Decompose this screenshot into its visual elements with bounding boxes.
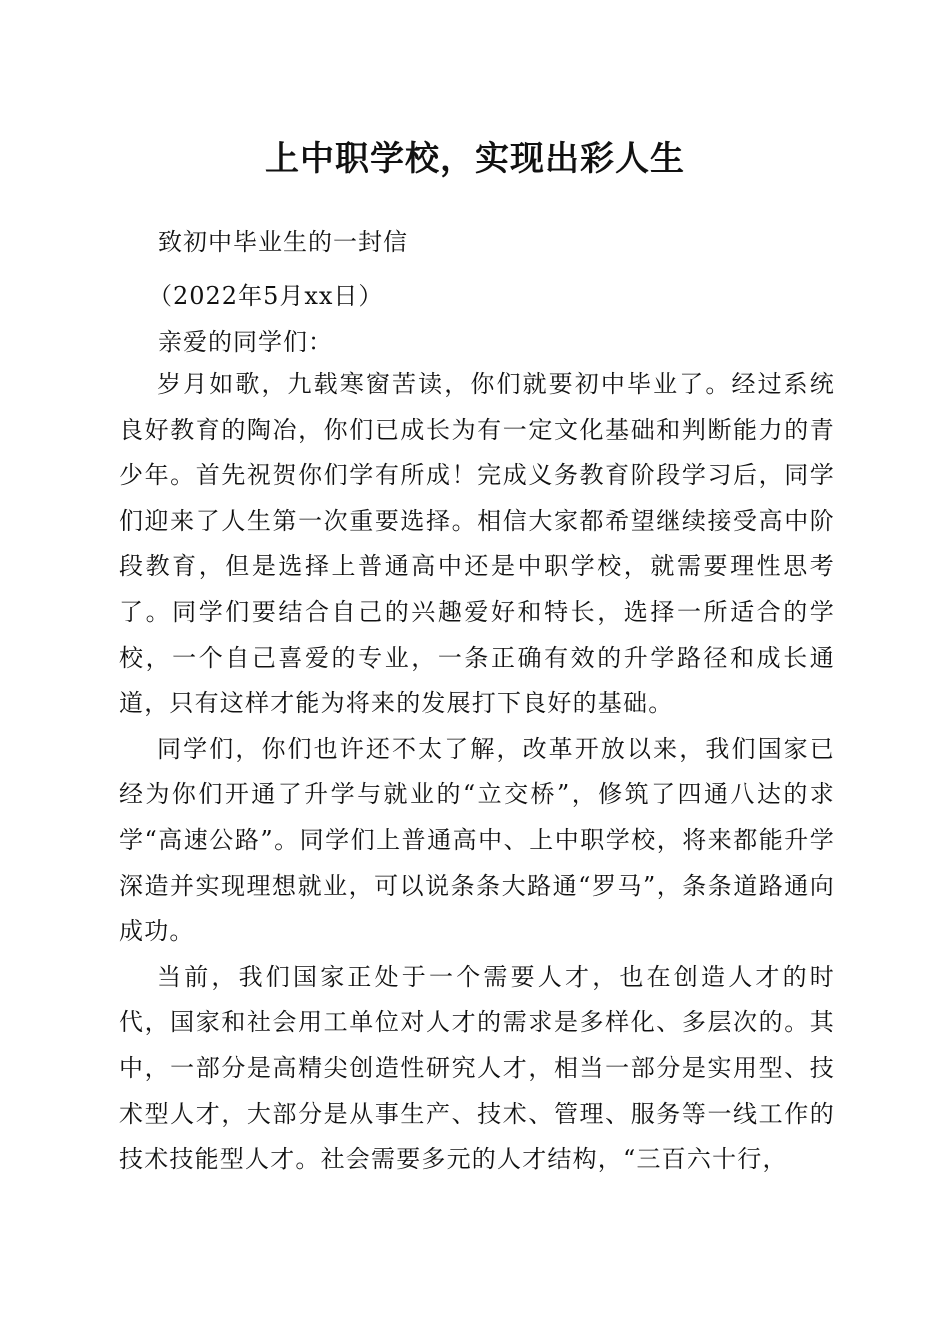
letter-body [119, 362, 835, 1183]
letter-salutation: 亲爱的同学们： [158, 328, 333, 356]
body-paragraph-3: 当前，我们国家正处于一个需要人才，也在创造人才的时代，国家和社会用工单位对人才的需求是多样化、多层次的。其中，一部分是高精尖创造性研究人才，相当一部分是实用型、技术型人才，大部分是从事生产、技术、管理、服务等一线工作的技术技能型人才。社会需要多元的人才结构，“三百六十行， [119, 962, 835, 1174]
letter-subtitle: 致初中毕业生的一封信 [158, 228, 408, 256]
letter-date: （2022年5月xx日） [148, 282, 384, 310]
document-title: 上中职学校，实现出彩人生 [265, 139, 685, 179]
body-paragraph-1: 岁月如歌，九载寒窗苦读，你们就要初中毕业了。经过系统良好教育的陶冶，你们已成长为有一定文化基础和判断能力的青少年。首先祝贺你们学有所成！完成义务教育阶段学习后，同学们迎来了人生第一次重要选择。相信大家都希望继续接受高中阶段教育，但是选择上普通高中还是中职学校，就需要理性思考了。同学们要结合自己的兴趣爱好和特长，选择一所适合的学校，一个自己喜爱的专业，一条正确有效的升学路径和成长通道，只有这样才能为将来的发展打下良好的基础。 [119, 370, 835, 718]
body-paragraph-2: 同学们，你们也许还不太了解，改革开放以来，我们国家已经为你们开通了升学与就业的“立交桥”，修筑了四通八达的求学“高速公路”。同学们上普通高中、上中职学校，将来都能升学深造并实现理想就业，可以说条条大路通“罗马”，条条道路通向成功。 [119, 734, 835, 946]
